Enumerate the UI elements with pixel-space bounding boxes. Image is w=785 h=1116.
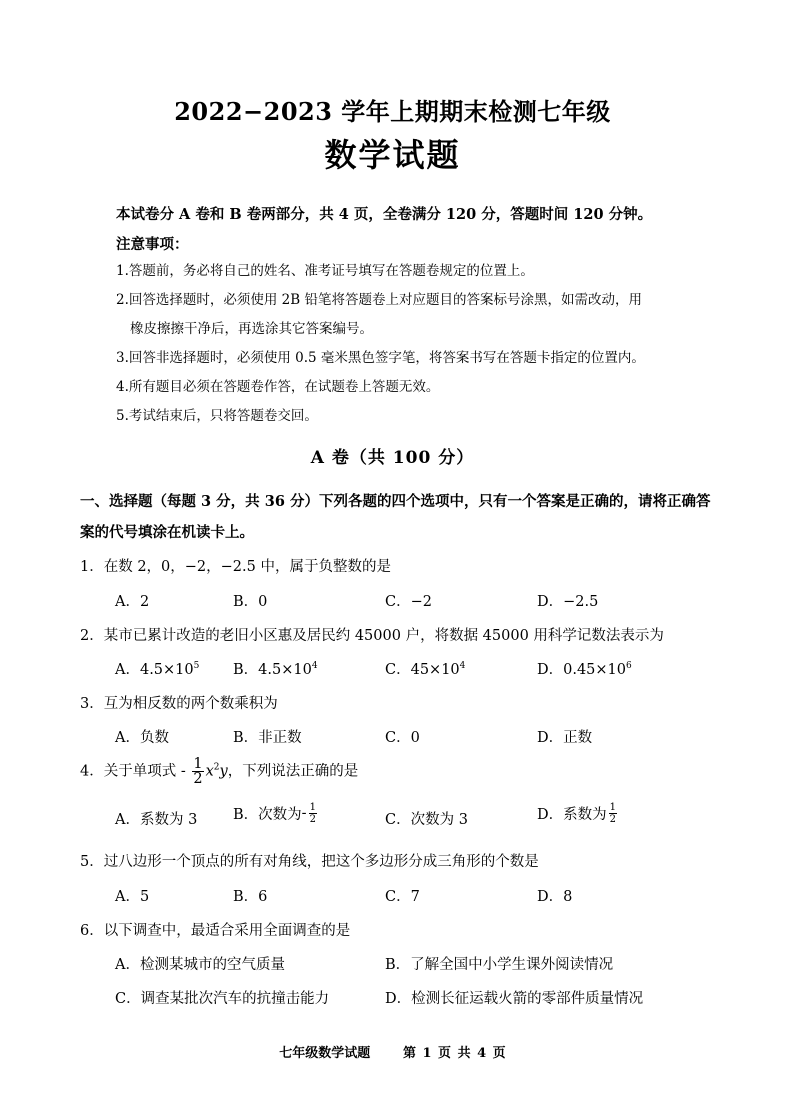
question-4-stem-suffix: ，下列说法正确的是 [227, 763, 359, 780]
question-1-option-a: A．2 [115, 594, 150, 610]
question-3-option-b: B．非正数 [233, 730, 302, 746]
notice-heading: 注意事项： [116, 236, 189, 253]
notice-item-2-cont [116, 315, 716, 344]
option-d-prefix: D．系数为 [537, 807, 607, 823]
x-exponent: 2 [213, 762, 220, 773]
question-3-option-a: A．负数 [115, 730, 169, 746]
question-5-option-b: B．6 [233, 889, 268, 905]
question-6-option-d: D．检测长征运载火箭的零部件质量情况 [385, 991, 644, 1007]
question-2-option-a [115, 658, 199, 679]
question-3-stem: 3．互为相反数的两个数乘积为 [80, 696, 278, 712]
section-a-title: A 卷（共 100 分） [310, 448, 475, 468]
fraction-denominator: 2 [609, 814, 617, 825]
option-c-exponent: 4 [459, 661, 466, 671]
notice-item-1: 1.答题前，务必将自己的姓名、准考证号填写在答题卷规定的位置上。 [116, 263, 534, 279]
question-4-options [115, 802, 715, 830]
question-4-stem-prefix: 4．关于单项式 [80, 763, 177, 780]
question-4-option-c: C．次数为 3 [385, 812, 468, 828]
question-6-options-row1 [115, 953, 715, 975]
question-5-option-a: A．5 [115, 889, 150, 905]
question-1-option-b: B．0 [233, 594, 268, 610]
fraction-numerator: 1 [609, 802, 617, 813]
question-1-options [115, 590, 715, 612]
question-3-options [115, 726, 715, 748]
monomial-coefficient-fraction [192, 757, 203, 786]
option-b-exponent: 4 [311, 661, 318, 671]
variable-x: x [205, 763, 214, 780]
variable-y: y [219, 763, 228, 780]
question-2-stem: 2．某市已累计改造的老旧小区惠及居民约 45000 户，将数据 45000 用科学记数法表示为 [80, 628, 664, 644]
question-2-option-c [385, 658, 465, 679]
option-c-base: C．45×10 [385, 662, 460, 678]
option-d-base: D．0.45×10 [537, 662, 627, 678]
question-6-stem: 6．以下调查中，最适合采用全面调查的是 [80, 923, 351, 939]
question-5-stem: 5．过八边形一个顶点的所有对角线，把这个多边形分成三角形的个数是 [80, 854, 539, 870]
option-b-prefix: B．次数为 [233, 807, 302, 823]
question-2-option-b [233, 658, 318, 679]
question-1-option-c: C．−2 [385, 594, 432, 610]
question-4-option-b [233, 802, 319, 825]
fraction-denominator: 2 [309, 814, 316, 825]
question-6-option-a: A．检测某城市的空气质量 [115, 957, 285, 973]
fraction-denominator: 2 [193, 771, 203, 787]
question-4-option-d [537, 802, 619, 825]
fraction-numerator: 1 [193, 756, 203, 772]
notice-item-5: 5.考试结束后，只将答题卷交回。 [116, 408, 318, 424]
option-d-exponent: 6 [626, 661, 632, 671]
page-footer [0, 1042, 785, 1061]
question-4-option-a: A．系数为 3 [115, 812, 198, 828]
notice-item-2-continuation: 橡皮擦擦干净后，再选涂其它答案编号。 [130, 321, 373, 337]
question-2-options [115, 658, 715, 680]
question-3-option-c: C．0 [385, 730, 420, 746]
exam-title: 2022−2023 学年上期期末检测七年级 [174, 97, 611, 126]
notice-item-4: 4.所有题目必须在答题卷作答，在试题卷上答题无效。 [116, 379, 440, 395]
option-a-base: A．4.5×10 [115, 662, 194, 678]
notice-item-3: 3.回答非选择题时，必须使用 0.5 毫米黑色签字笔，将答案书写在答题卡指定的位置内。 [116, 350, 645, 366]
part1-description: 一、选择题（每题 3 分，共 36 分）下列各题的四个选项中，只有一个答案是正确的，请将正确答案的代号填涂在机读卡上。 [80, 493, 711, 541]
question-6-options-row2 [115, 987, 715, 1009]
monomial-minus-sign: - [180, 763, 186, 780]
option-d-fraction [609, 802, 617, 825]
question-5-option-d: D．8 [537, 889, 573, 905]
question-5-options [115, 885, 715, 907]
exam-intro: 本试卷分 A 卷和 B 卷两部分，共 4 页，全卷满分 120 分，答题时间 120 分钟。 [116, 206, 653, 223]
question-5-option-c: C．7 [385, 889, 420, 905]
notice-item-2: 2.回答选择题时，必须使用 2B 铅笔将答题卷上对应题目的答案标号涂黑，如需改动，用 [116, 292, 642, 308]
option-b-fraction [309, 802, 317, 825]
question-1-stem: 1．在数 2，0，−2，−2.5 中，属于负整数的是 [80, 559, 391, 575]
footer-subject: 七年级数学试题 [279, 1046, 371, 1061]
fraction-numerator: 1 [309, 802, 316, 813]
question-6-option-c: C．调查某批次汽车的抗撞击能力 [115, 991, 330, 1007]
question-2-option-d [537, 658, 632, 679]
option-b-minus: - [301, 805, 307, 822]
question-6-option-b: B．了解全国中小学生课外阅读情况 [385, 957, 614, 973]
question-1-option-d: D．−2.5 [537, 594, 599, 610]
option-b-base: B．4.5×10 [233, 662, 312, 678]
exam-subject-title: 数学试题 [324, 136, 461, 174]
question-4-stem [80, 757, 358, 786]
option-a-exponent: 5 [193, 661, 200, 671]
question-3-option-d: D．正数 [537, 730, 593, 746]
footer-page-number: 第 1 页 共 4 页 [402, 1046, 506, 1061]
